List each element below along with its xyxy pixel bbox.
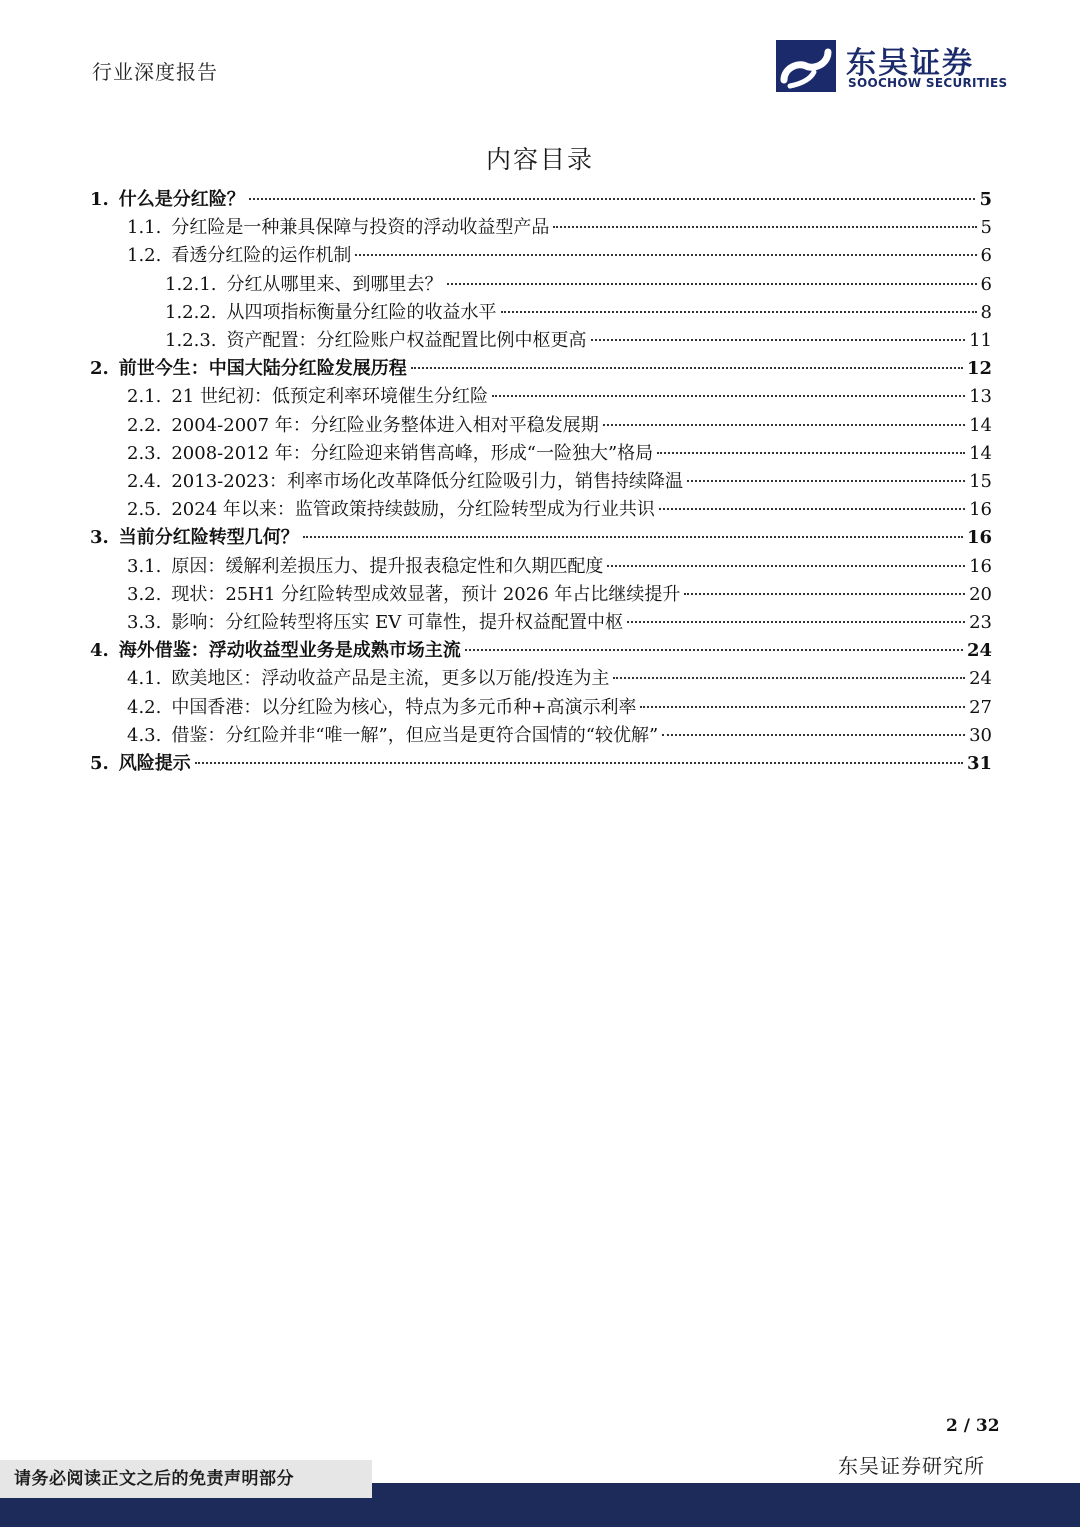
- toc-entry-number: 1.: [90, 189, 109, 210]
- toc-entry[interactable]: [90, 524, 992, 552]
- toc-dot-leader: [447, 283, 977, 285]
- toc-entry-number: 3.1.: [127, 555, 162, 577]
- toc-dot-leader: [249, 198, 976, 200]
- toc-entry-title: 2024 年以来：监管政策持续鼓励，分红险转型成为行业共识: [171, 499, 655, 521]
- toc-entry-page: 5: [980, 217, 992, 239]
- toc-entry-page: 24: [969, 668, 992, 690]
- toc-entry-title: 风险提示: [118, 753, 191, 774]
- toc-entry-number: 1.1.: [127, 217, 162, 239]
- toc-entry[interactable]: [127, 694, 992, 722]
- logo-cn-text: 东吴证券: [846, 46, 974, 81]
- toc-entry-number: 2.2.: [127, 414, 162, 436]
- toc-entry-title: 分红从哪里来、到哪里去？: [226, 273, 443, 295]
- toc-entry-page: 23: [969, 612, 992, 633]
- toc-entry[interactable]: [90, 355, 992, 383]
- toc-entry[interactable]: [165, 271, 992, 299]
- toc-entry-title: 借鉴：分红险并非“唯一解”，但应当是更符合国情的“较优解”: [171, 724, 659, 746]
- toc-dot-leader: [640, 706, 965, 708]
- page-indicator: 2 / 32: [946, 1416, 1000, 1436]
- toc-entry[interactable]: [90, 637, 992, 665]
- toc-entry-title: 从四项指标衡量分红险的收益水平: [226, 301, 497, 323]
- toc-entry-number: 4.: [90, 640, 109, 662]
- toc-entry-page: 5: [979, 189, 992, 210]
- toc-entry[interactable]: [127, 383, 992, 411]
- toc-entry-title: 21 世纪初：低预定利率环境催生分红险: [171, 386, 488, 408]
- toc-entry[interactable]: [90, 750, 992, 778]
- toc-dot-leader: [684, 593, 965, 595]
- toc-entry-number: 5.: [90, 753, 109, 774]
- toc-entry-number: 1.2.2.: [165, 301, 217, 323]
- toc-entry-title: 影响：分红险转型将压实 EV 可靠性，提升权益配置中枢: [171, 612, 623, 633]
- toc-dot-leader: [492, 395, 965, 397]
- toc-dot-leader: [591, 339, 966, 341]
- toc-entry-number: 4.2.: [127, 696, 162, 718]
- toc-entry-page: 8: [980, 301, 992, 323]
- toc-entry-number: 2.1.: [127, 386, 162, 408]
- toc-dot-leader: [613, 677, 965, 679]
- toc-dot-leader: [659, 508, 965, 510]
- toc-entry[interactable]: [165, 299, 992, 327]
- logo-en-text: SOOCHOW SECURITIES: [848, 76, 1008, 90]
- toc-entry[interactable]: [127, 242, 992, 270]
- toc-entry-number: 1.2.: [127, 245, 162, 267]
- toc-entry-page: 24: [966, 640, 992, 662]
- toc-dot-leader: [411, 367, 963, 369]
- soochow-logo: [776, 40, 1006, 94]
- toc-dot-leader: [553, 226, 976, 228]
- toc-dot-leader: [603, 424, 965, 426]
- toc-entry-number: 3.: [90, 527, 109, 549]
- toc-entry-page: 6: [980, 273, 992, 295]
- toc-entry-number: 3.2.: [127, 583, 162, 605]
- toc-entry-title: 2013-2023：利率市场化改革降低分红险吸引力，销售持续降温: [171, 471, 684, 492]
- soochow-logo-icon: [776, 40, 836, 92]
- toc-entry-number: 2.5.: [127, 499, 162, 521]
- toc-entry-number: 2.3.: [127, 442, 162, 464]
- report-type-label: 行业深度报告: [92, 60, 218, 84]
- toc-entry[interactable]: [127, 214, 992, 242]
- toc-entry-page: 15: [969, 471, 992, 492]
- toc-entry-number: 1.2.1.: [165, 273, 217, 295]
- toc-entry[interactable]: [127, 665, 992, 693]
- toc-entry-page: 6: [980, 245, 992, 267]
- toc-entry-title: 现状：25H1 分红险转型成效显著，预计 2026 年占比继续提升: [171, 583, 681, 605]
- toc-dot-leader: [303, 536, 963, 538]
- toc-entry-number: 2.4.: [127, 471, 162, 492]
- toc-entry-page: 12: [966, 358, 992, 380]
- institute-name: 东吴证券研究所: [838, 1454, 985, 1478]
- toc-entry-number: 2.: [90, 358, 109, 380]
- toc-entry-number: 1.2.3.: [165, 330, 217, 351]
- toc-entry-page: 14: [969, 414, 992, 436]
- toc-entry-title: 分红险是一种兼具保障与投资的浮动收益型产品: [171, 217, 550, 239]
- toc-entry-page: 13: [969, 386, 992, 408]
- toc-dot-leader: [195, 762, 963, 764]
- toc-entry[interactable]: [127, 581, 992, 609]
- toc-entry-page: 14: [969, 442, 992, 464]
- toc-entry-title: 前世今生：中国大陆分红险发展历程: [118, 358, 407, 380]
- toc-entry-page: 30: [969, 724, 992, 746]
- toc-dot-leader: [627, 621, 965, 623]
- toc-entry-page: 20: [969, 583, 992, 605]
- toc-entry-title: 什么是分红险？: [118, 189, 245, 210]
- toc-entry-page: 11: [969, 330, 992, 351]
- toc-entry-page: 16: [966, 527, 992, 549]
- toc-entry-number: 3.3.: [127, 612, 162, 633]
- toc-entry[interactable]: [127, 468, 992, 496]
- toc-entry-title: 欧美地区：浮动收益产品是主流，更多以万能/投连为主: [171, 668, 610, 690]
- toc-title: 内容目录: [485, 145, 594, 174]
- toc-entry-number: 4.3.: [127, 724, 162, 746]
- toc-entry-page: 16: [969, 555, 992, 577]
- toc-dot-leader: [355, 254, 976, 256]
- toc-entry-title: 看透分红险的运作机制: [171, 245, 352, 267]
- toc-entry-title: 海外借鉴：浮动收益型业务是成熟市场主流: [118, 640, 461, 662]
- toc-entry[interactable]: [127, 553, 992, 581]
- toc-entry[interactable]: [127, 722, 992, 750]
- toc-dot-leader: [662, 734, 965, 736]
- toc-entry-page: 16: [969, 499, 992, 521]
- toc-entry-page: 31: [966, 753, 992, 774]
- toc-dot-leader: [657, 452, 965, 454]
- disclaimer-notice: 请务必阅读正文之后的免责声明部分: [0, 1460, 372, 1498]
- toc-entry[interactable]: [165, 327, 992, 355]
- toc-dot-leader: [607, 565, 965, 567]
- toc-entry[interactable]: [127, 412, 992, 440]
- toc-entry[interactable]: [127, 440, 992, 468]
- toc-entry-title: 原因：缓解利差损压力、提升报表稳定性和久期匹配度: [171, 555, 604, 577]
- toc-entry-number: 4.1.: [127, 668, 162, 690]
- toc-entry-page: 27: [969, 696, 992, 718]
- toc-entry-title: 当前分红险转型几何？: [118, 527, 299, 549]
- toc-entry-title: 资产配置：分红险账户权益配置比例中枢更高: [226, 330, 587, 351]
- toc-entry[interactable]: [90, 186, 992, 214]
- toc-dot-leader: [501, 311, 977, 313]
- toc-entry[interactable]: [127, 609, 992, 637]
- toc-dot-leader: [687, 480, 965, 482]
- toc-entry-title: 中国香港：以分红险为核心，特点为多元币种+高演示利率: [171, 696, 637, 718]
- toc-entry-title: 2004-2007 年：分红险业务整体进入相对平稳发展期: [171, 414, 599, 436]
- toc-entry-title: 2008-2012 年：分红险迎来销售高峰，形成“一险独大”格局: [171, 442, 654, 464]
- toc-entry[interactable]: [127, 496, 992, 524]
- toc-dot-leader: [465, 649, 963, 651]
